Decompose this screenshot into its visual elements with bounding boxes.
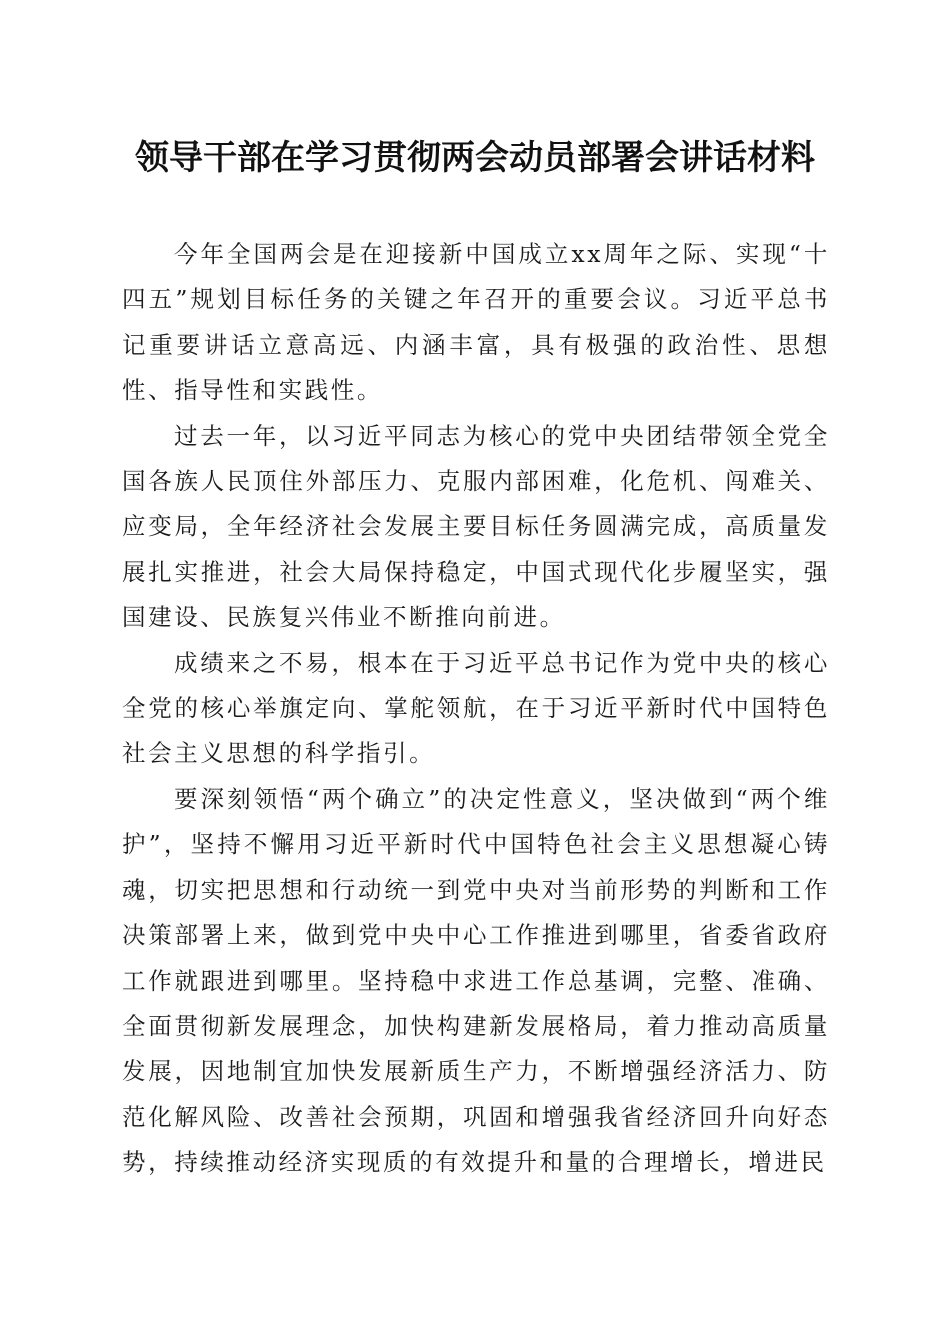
paragraph-3: 成绩来之不易，根本在于习近平总书记作为党中央的核心全党的核心举旗定向、掌舵领航，在于习近平新时代中国特色社会主义思想的科学指引。: [122, 648, 830, 768]
paragraph-2: 过去一年，以习近平同志为核心的党中央团结带领全党全国各族人民顶住外部压力、克服内部困难，化危机、闯难关、应变局，全年经济社会发展主要目标任务圆满完成，高质量发展扎实推进，社会大局保持稳定，中国式现代化步履坚实，强国建设、民族复兴伟业不断推向前进。: [122, 421, 830, 632]
paragraph-4: 要深刻领悟“两个确立”的决定性意义，坚决做到“两个维护”，坚持不懈用习近平新时代中国特色社会主义思想凝心铸魂，切实把思想和行动统一到党中央对当前形势的判断和工作决策部署上来，做到党中央中心工作推进到哪里，省委省政府工作就跟进到哪里。坚持稳中求进工作总基调，完整、准确、全面贯彻新发展理念，加快构建新发展格局，着力推动高质量发展，因地制宜加快发展新质生产力，不断增强经济活力、防范化解风险、改善社会预期，巩固和增强我省经济回升向好态势，持续推动经济实现质的有效提升和量的合理增长，增进民: [122, 784, 830, 1177]
document-body: [122, 232, 830, 1186]
paragraph-1: 今年全国两会是在迎接新中国成立xx周年之际、实现“十四五”规划目标任务的关键之年召开的重要会议。习近平总书记重要讲话立意高远、内涵丰富，具有极强的政治性、思想性、指导性和实践性。: [122, 240, 830, 405]
document-title: 领导干部在学习贯彻两会动员部署会讲话材料: [135, 138, 815, 178]
